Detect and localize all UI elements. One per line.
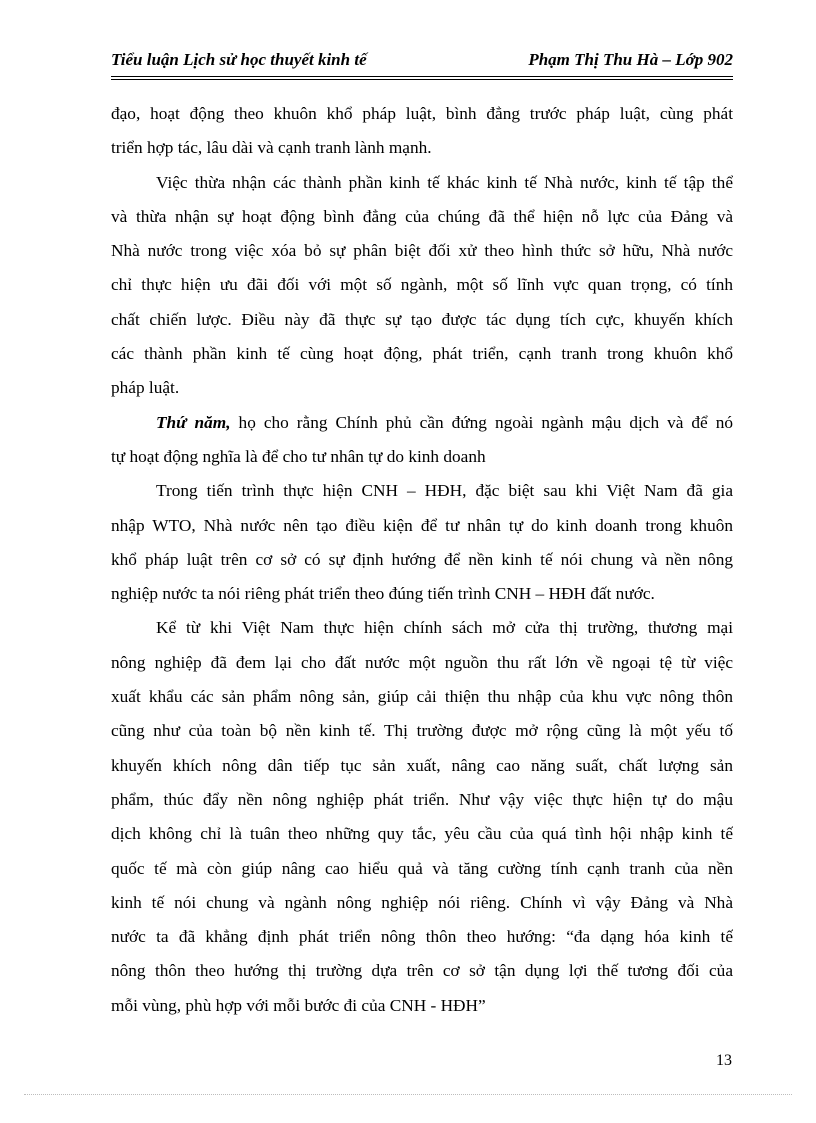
emphasis-lead: Thứ năm, xyxy=(156,412,231,432)
body-line: nghiệp nước ta nói riêng phát triển theo đúng tiến trình CNH – HĐH đất nước. xyxy=(111,584,655,604)
page-bottom-dotted-rule xyxy=(24,1094,792,1095)
body-line: mỗi vùng, phù hợp với mỗi bước đi của CNH - HĐH” xyxy=(111,995,486,1015)
body-line: Kể từ khi Việt Nam thực hiện chính sách mở cửa thị trường, thương mại xyxy=(156,618,733,638)
document-body xyxy=(111,97,733,1023)
body-line: nhập WTO, Nhà nước nên tạo điều kiện để tư nhân tự do kinh doanh trong khuôn xyxy=(111,515,733,535)
body-line: tự hoạt động nghĩa là để cho tư nhân tự do kinh doanh xyxy=(111,446,486,466)
body-line: Trong tiến trình thực hiện CNH – HĐH, đặc biệt sau khi Việt Nam đã gia xyxy=(156,481,733,501)
header-title: Tiểu luận Lịch sử học thuyết kinh tế xyxy=(111,50,367,69)
body-line: phẩm, thúc đẩy nền nông nghiệp phát triển. Như vậy việc thực hiện tự do mậu xyxy=(111,789,733,809)
header-rule xyxy=(111,76,733,77)
body-line: khuyến khích nông dân tiếp tục sản xuất, nâng cao năng suất, chất lượng sản xyxy=(111,755,733,775)
body-line: và thừa nhận sự hoạt động bình đẳng của chúng đã thể hiện nỗ lực của Đảng và xyxy=(111,206,733,226)
body-line: chất chiến lược. Điều này đã thực sự tạo được tác dụng tích cực, khuyến khích xyxy=(111,309,733,329)
body-line-rest: họ cho rằng Chính phủ cần đứng ngoài ngành mậu dịch và để nó xyxy=(230,412,733,432)
body-line: pháp luật. xyxy=(111,378,180,398)
body-line: các thành phần kinh tế cùng hoạt động, phát triển, cạnh tranh trong khuôn khổ xyxy=(111,344,733,364)
body-line: kinh tế nói chung và ngành nông nghiệp nói riêng. Chính vì vậy Đảng và Nhà xyxy=(111,892,733,912)
body-line: triển hợp tác, lâu dài và cạnh tranh lành mạnh. xyxy=(111,138,432,158)
body-line: nông nghiệp đã đem lại cho đất nước một nguồn thu rất lớn về ngoại tệ từ việc xyxy=(111,652,733,672)
body-line: khổ pháp luật trên cơ sở có sự định hướng để nền kinh tế nói chung và nền nông xyxy=(111,549,733,569)
body-line: dịch không chỉ là tuân theo những quy tắc, yêu cầu của quá tình hội nhập kinh tế xyxy=(111,824,733,844)
body-line: xuất khẩu các sản phẩm nông sản, giúp cải thiện thu nhập của khu vực nông thôn xyxy=(111,687,733,707)
page-number: 13 xyxy=(716,1052,732,1069)
header-rule-thin xyxy=(111,79,733,80)
body-line: quốc tế mà còn giúp nâng cao hiểu quả và tăng cường tính cạnh tranh của nền xyxy=(111,858,733,878)
page-header xyxy=(111,50,733,76)
body-line: cũng như của toàn bộ nền kinh tế. Thị trường được mở rộng cũng là một yếu tố xyxy=(111,721,733,741)
body-line: nước ta đã khẳng định phát triển nông thôn theo hướng: “đa dạng hóa kinh tế xyxy=(111,927,733,947)
body-line: Nhà nước trong việc xóa bỏ sự phân biệt đối xử theo hình thức sở hữu, Nhà nước xyxy=(111,241,733,261)
body-line: nông thôn theo hướng thị trường dựa trên cơ sở tận dụng lợi thế tương đối của xyxy=(111,961,733,981)
body-line xyxy=(111,406,733,440)
body-line: chỉ thực hiện ưu đãi đối với một số ngành, một số lĩnh vực quan trọng, có tính xyxy=(111,275,733,295)
header-author: Phạm Thị Thu Hà – Lớp 902 xyxy=(528,50,733,69)
body-line: đạo, hoạt động theo khuôn khổ pháp luật, bình đẳng trước pháp luật, cùng phát xyxy=(111,104,733,123)
body-line: Việc thừa nhận các thành phần kinh tế khác kinh tế Nhà nước, kinh tế tập thể xyxy=(156,172,733,192)
